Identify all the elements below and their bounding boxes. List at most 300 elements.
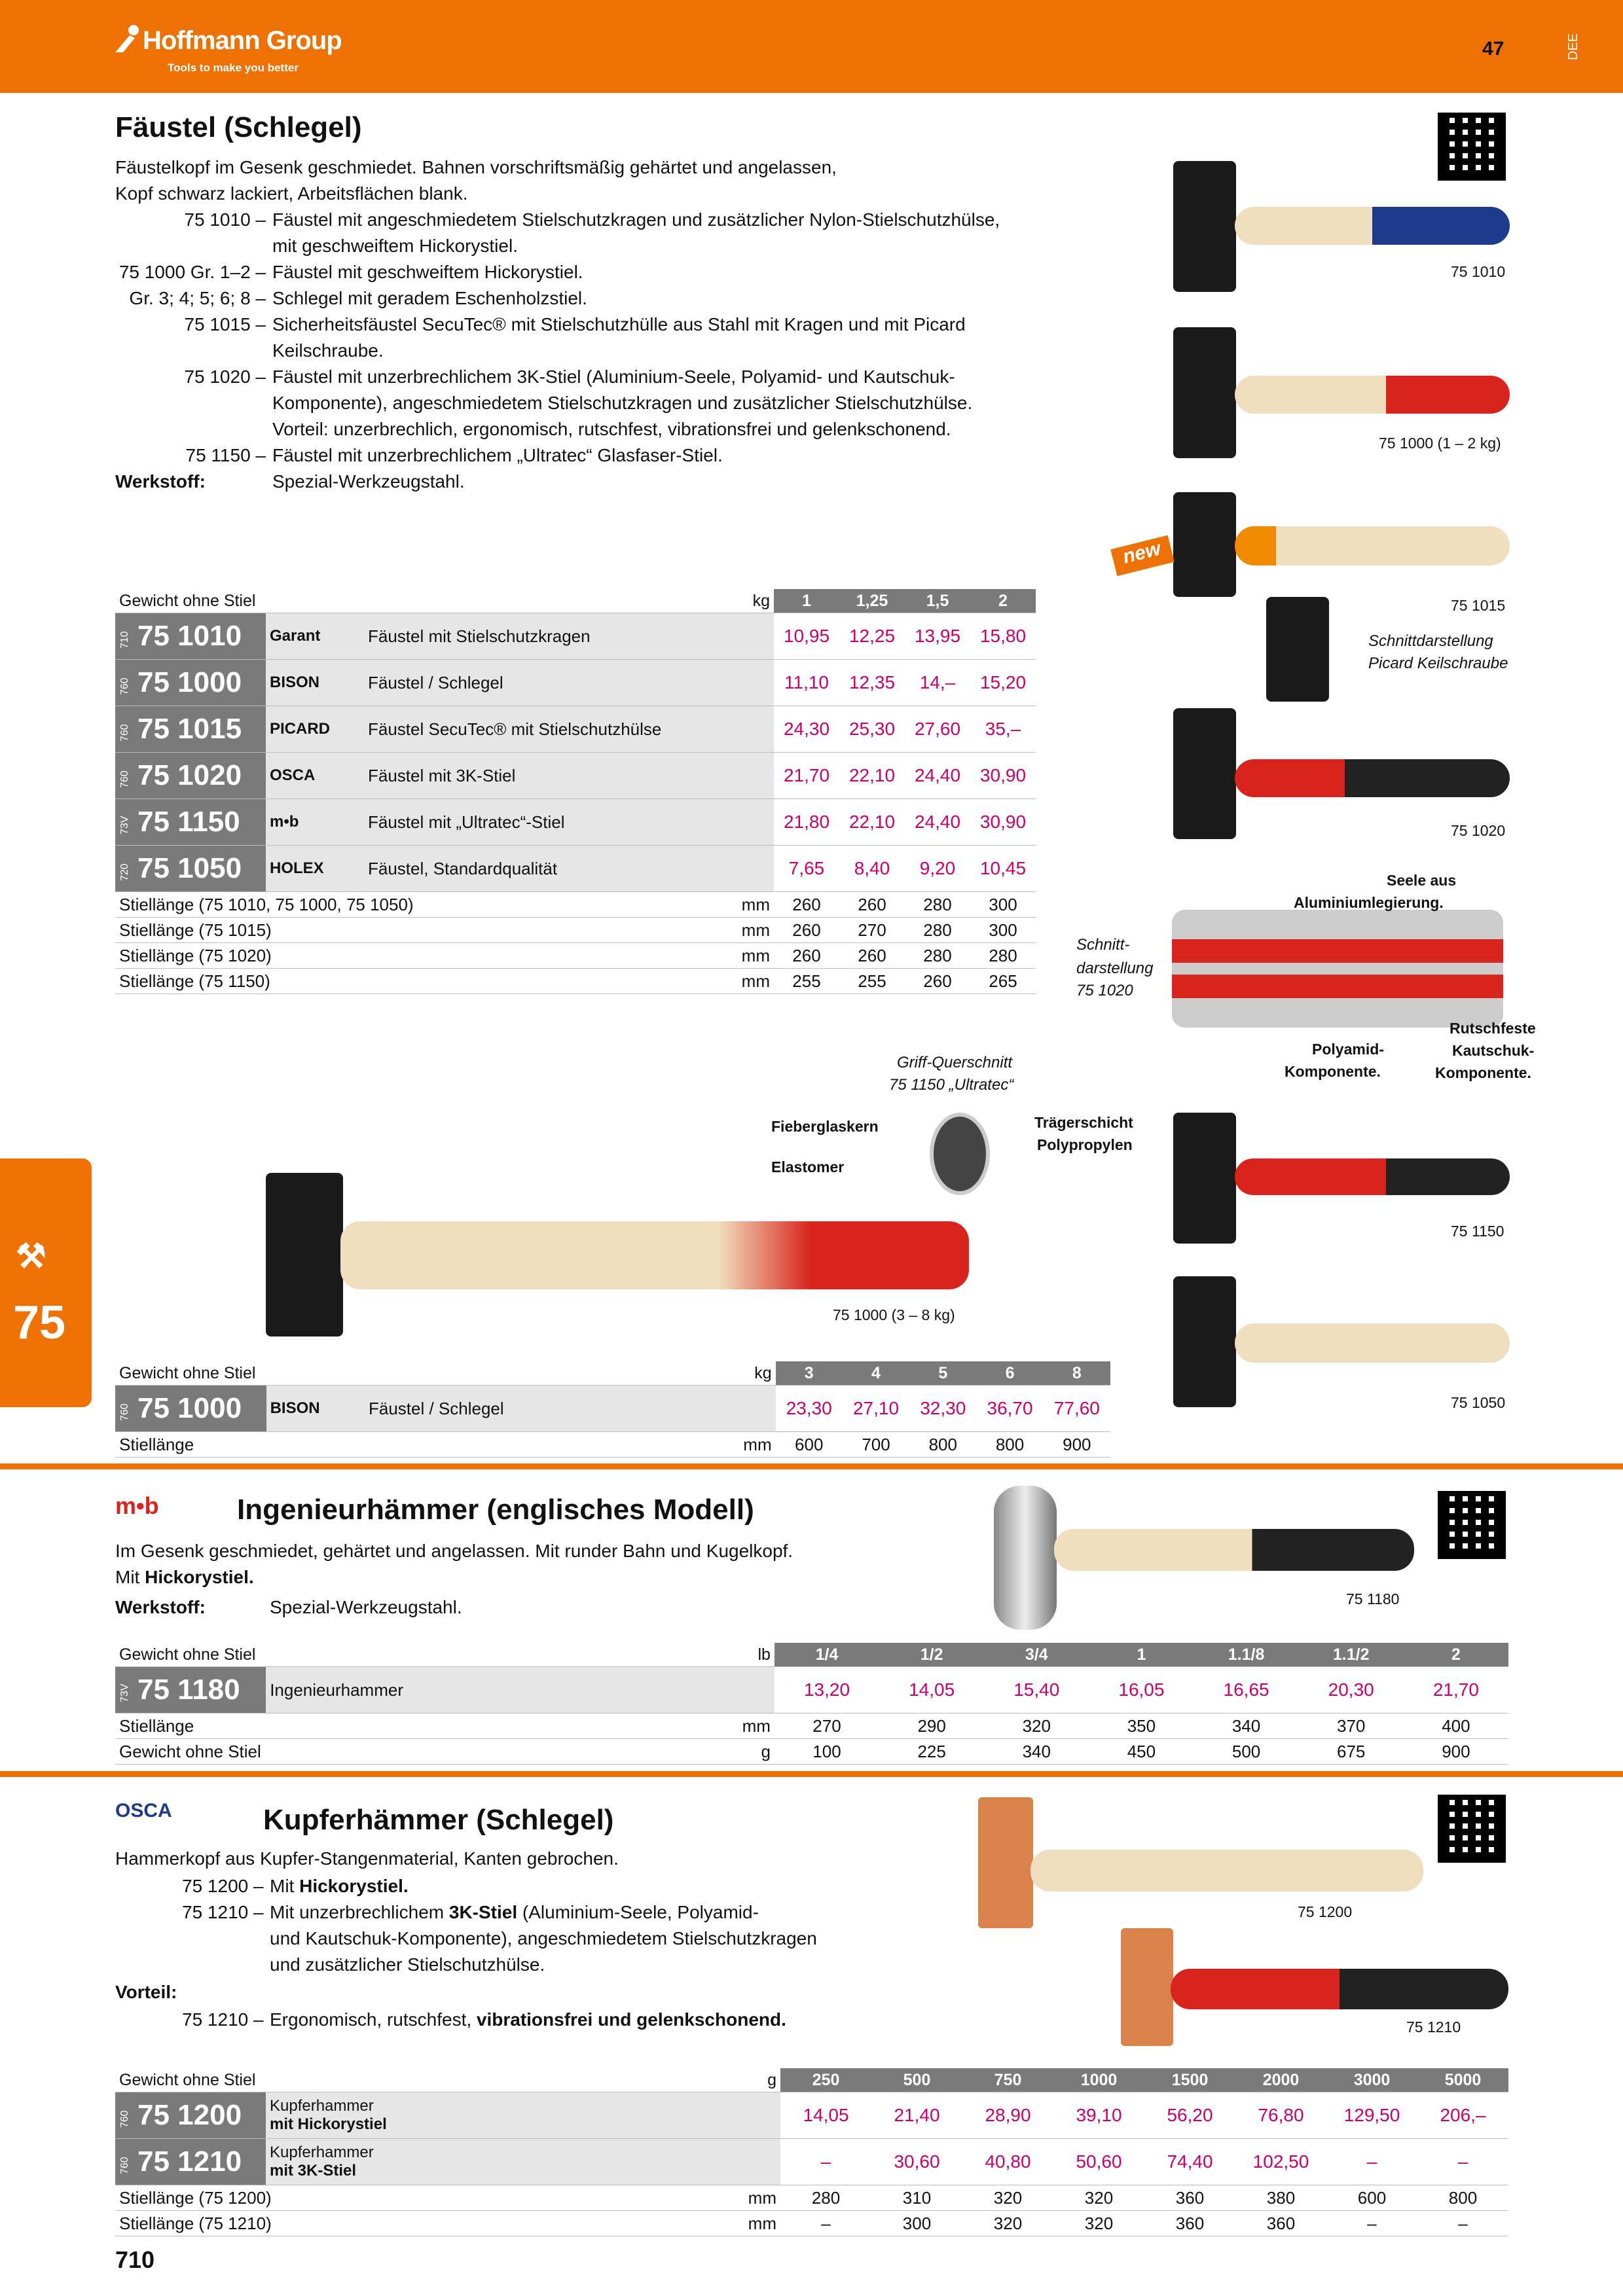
section3-line6-prefix: 75 1210 – xyxy=(182,2009,264,2030)
table-row xyxy=(115,1432,1110,1458)
image-label-751150: 75 1150 xyxy=(1451,1223,1504,1240)
column-header: 1,5 xyxy=(905,589,970,613)
label-kautschuk-1: Rutschfeste xyxy=(1450,1020,1536,1037)
value-cell: 700 xyxy=(843,1432,909,1458)
table1-header-label: Gewicht ohne Stiel xyxy=(115,589,639,613)
description-line xyxy=(115,338,1032,364)
value-cell: 270 xyxy=(775,1713,879,1739)
brand-tagline: Tools to make you better xyxy=(168,62,299,74)
row-label: Stiellänge xyxy=(115,1713,633,1739)
value-cell: 225 xyxy=(879,1739,984,1765)
qr-code-icon xyxy=(1438,1491,1506,1559)
description-text: Spezial-Werkzeugstahl. xyxy=(272,471,465,492)
value-cell: 900 xyxy=(1404,1739,1508,1765)
brand-logo: BISON xyxy=(266,1386,365,1432)
price-cell: 13,20 xyxy=(775,1667,879,1713)
description-prefix xyxy=(115,390,272,416)
hammer-handle-751050 xyxy=(1235,1323,1510,1363)
description-prefix: 75 1020 – xyxy=(184,367,266,387)
column-header: 5 xyxy=(909,1361,976,1386)
description-line xyxy=(115,390,1032,416)
value-cell: 800 xyxy=(976,1432,1043,1458)
table-faeustel-1 xyxy=(115,589,1036,994)
value-cell: 600 xyxy=(1326,2185,1417,2211)
hammer-handle-751020 xyxy=(1235,759,1510,797)
description-text: mit geschweiftem Hickorystiel. xyxy=(272,236,518,256)
section3-line4: und Kautschuk-Komponente), angeschmiedetem Stielschutzkragen xyxy=(270,1928,817,1948)
description-line-2: mit 3K-Stiel xyxy=(270,2162,357,2179)
price-cell: 24,40 xyxy=(905,799,970,846)
hammer-head-751015 xyxy=(1173,492,1236,597)
table-row xyxy=(115,706,1036,753)
label-griff-2: 75 1150 „Ultratec“ xyxy=(889,1076,1014,1094)
hammer-handle-751200 xyxy=(1030,1850,1423,1892)
article-prefix: 73V xyxy=(119,816,130,834)
table-row xyxy=(115,1386,1110,1432)
label-traeger-2: Polypropylen xyxy=(1037,1136,1133,1153)
article-number xyxy=(115,706,266,753)
value-cell: 320 xyxy=(1053,2185,1144,2211)
image-label-751000-large: 75 1000 (3 – 8 kg) xyxy=(833,1306,955,1323)
column-header: 5000 xyxy=(1417,2068,1508,2092)
value-cell: – xyxy=(1326,2211,1417,2236)
section-title-kupferhammer: Kupferhämmer (Schlegel) xyxy=(263,1804,614,1836)
article-prefix: 760 xyxy=(119,770,130,788)
description-prefix xyxy=(115,233,272,259)
hoffmann-logo-icon xyxy=(115,24,141,54)
value-cell: 320 xyxy=(1053,2211,1144,2236)
table-row xyxy=(115,846,1036,892)
section2-line2-pre: Mit xyxy=(115,1567,145,1587)
row-label: Stiellänge xyxy=(115,1432,640,1458)
column-header: 3/4 xyxy=(984,1643,1089,1667)
image-label-751180: 75 1180 xyxy=(1346,1590,1400,1607)
price-cell: 22,10 xyxy=(839,753,905,799)
hammer-handle-751000-large xyxy=(340,1221,969,1289)
description-prefix xyxy=(115,338,272,364)
row-unit: mm xyxy=(639,969,774,994)
value-cell: 260 xyxy=(839,943,905,969)
hammer-handle-751180 xyxy=(1054,1529,1414,1571)
section2-werkstoff-label: Werkstoff: xyxy=(115,1597,206,1617)
table-row xyxy=(115,918,1036,943)
description-prefix: 75 1010 – xyxy=(184,209,266,230)
description-text: Komponente), angeschmiedetem Stielschutzkragen und zusätzlicher Stielschutzhülse. xyxy=(272,393,973,413)
table1-unit: kg xyxy=(639,589,774,613)
table-row xyxy=(115,753,1036,799)
article-prefix: 73V xyxy=(119,1683,130,1702)
column-header: 1,25 xyxy=(839,589,905,613)
table-row xyxy=(115,660,1036,706)
description-text: Fäustel mit unzerbrechlichem 3K-Stiel (Aluminium-Seele, Polyamid- und Kautschuk- xyxy=(272,367,955,387)
price-cell: 30,60 xyxy=(871,2139,962,2185)
table-row xyxy=(115,799,1036,846)
column-header: 2 xyxy=(1404,1643,1508,1667)
brand-name: Hoffmann Group xyxy=(143,26,342,55)
article-number xyxy=(115,1386,266,1432)
column-header: 2 xyxy=(970,589,1036,613)
price-cell: 9,20 xyxy=(905,846,970,892)
picard-cross-section-image xyxy=(1266,597,1329,702)
qr-code-icon xyxy=(1438,1795,1506,1863)
value-cell: 380 xyxy=(1235,2185,1326,2211)
description-text: Fäustel mit unzerbrechlichem „Ultratec“ Glasfaser-Stiel. xyxy=(272,445,723,465)
description-line xyxy=(115,312,1032,338)
description-prefix: 75 1015 – xyxy=(184,314,266,334)
value-cell: 600 xyxy=(776,1432,843,1458)
page-number-top: 47 xyxy=(1482,38,1504,60)
section-divider-1 xyxy=(0,1463,1623,1469)
section3-line1: Hammerkopf aus Kupfer-Stangenmaterial, Kanten gebrochen. xyxy=(115,1848,619,1869)
price-cell: 25,30 xyxy=(839,706,905,753)
column-header: 1/2 xyxy=(879,1643,984,1667)
product-description: Fäustel mit Stielschutzkragen xyxy=(364,613,774,660)
table3-header-label: Gewicht ohne Stiel xyxy=(115,1643,633,1667)
picard-caption-2: Picard Keilschraube xyxy=(1368,655,1508,672)
row-unit: mm xyxy=(640,1432,776,1458)
price-cell: – xyxy=(1417,2139,1508,2185)
copper-head-751210 xyxy=(1121,1928,1173,2046)
qr-code-icon xyxy=(1438,113,1506,181)
value-cell: 255 xyxy=(774,969,839,994)
value-cell: 100 xyxy=(775,1739,879,1765)
grip-cross-section-image xyxy=(930,1113,990,1195)
label-schnitt-1: Schnitt- xyxy=(1076,936,1130,954)
label-kautschuk-3: Komponente. xyxy=(1435,1064,1531,1081)
price-cell: 10,45 xyxy=(970,846,1036,892)
side-tab-number: 75 xyxy=(13,1297,66,1349)
label-schnitt-2: darstellung xyxy=(1076,960,1154,977)
description-text: Schlegel mit geradem Eschenholzstiel. xyxy=(272,288,587,308)
value-cell: 360 xyxy=(1235,2211,1326,2236)
product-description: Fäustel mit 3K-Stiel xyxy=(364,753,774,799)
column-header: 500 xyxy=(871,2068,962,2092)
value-cell: 260 xyxy=(774,918,839,943)
value-cell: 270 xyxy=(839,918,905,943)
copper-head-751200 xyxy=(978,1797,1033,1928)
value-cell: 340 xyxy=(1194,1713,1298,1739)
brand-logo: m•b xyxy=(266,799,364,846)
article-code: 75 1000 xyxy=(137,1392,242,1424)
description-line xyxy=(115,416,1032,442)
picard-caption-1: Schnittdarstellung xyxy=(1368,632,1493,650)
row-unit: mm xyxy=(633,1713,775,1739)
row-unit: mm xyxy=(639,943,774,969)
product-description: Ingenieurhammer xyxy=(266,1667,775,1713)
column-header: 1000 xyxy=(1053,2068,1144,2092)
article-number xyxy=(115,846,266,892)
image-label-751015: 75 1015 xyxy=(1451,597,1506,614)
price-cell: 15,80 xyxy=(970,613,1036,660)
description-line xyxy=(115,442,1032,469)
row-unit: mm xyxy=(639,892,774,918)
column-header: 2000 xyxy=(1235,2068,1326,2092)
article-code: 75 1200 xyxy=(137,2099,242,2131)
value-cell: 400 xyxy=(1404,1713,1508,1739)
price-cell: 15,20 xyxy=(970,660,1036,706)
article-number xyxy=(115,2139,266,2185)
section3-line2-prefix: 75 1200 – xyxy=(182,1876,264,1896)
hammer-head-751020 xyxy=(1173,708,1236,839)
section-divider-2 xyxy=(0,1771,1623,1777)
column-header: 750 xyxy=(962,2068,1053,2092)
image-label-751020: 75 1020 xyxy=(1451,822,1506,839)
price-cell: 10,95 xyxy=(774,613,839,660)
article-number xyxy=(115,1667,266,1713)
section3-line3-prefix: 75 1210 – xyxy=(182,1902,264,1922)
image-label-751010: 75 1010 xyxy=(1451,263,1506,280)
section-title-ingenieurhammer: Ingenieurhämmer (englisches Modell) xyxy=(237,1494,754,1526)
value-cell: 280 xyxy=(905,943,970,969)
table2-unit: kg xyxy=(640,1361,776,1386)
description-line xyxy=(115,154,1032,181)
description-text: Fäustel mit geschweiftem Hickorystiel. xyxy=(272,262,583,282)
price-cell: 39,10 xyxy=(1053,2092,1144,2139)
table-row xyxy=(115,1713,1508,1739)
value-cell: 300 xyxy=(871,2211,962,2236)
description-line xyxy=(115,233,1032,259)
value-cell: 265 xyxy=(970,969,1036,994)
value-cell: 360 xyxy=(1144,2211,1235,2236)
image-label-751000-small: 75 1000 (1 – 2 kg) xyxy=(1379,435,1501,452)
description-text: Sicherheitsfäustel SecuTec® mit Stielschutzhülle aus Stahl mit Kragen und mit Picard xyxy=(272,314,966,334)
description-text: Fäustel mit angeschmiedetem Stielschutzkragen und zusätzlicher Nylon-Stielschutzhülse, xyxy=(272,209,1000,230)
table-row xyxy=(115,2092,1508,2139)
description-prefix: 75 1150 – xyxy=(185,445,266,465)
hammer-handle-751210 xyxy=(1171,1969,1508,2009)
product-description xyxy=(266,2139,780,2185)
brand-logo: BISON xyxy=(266,660,364,706)
section3-line3-b: 3K-Stiel xyxy=(448,1902,518,1922)
value-cell: 310 xyxy=(871,2185,962,2211)
value-cell: 260 xyxy=(774,892,839,918)
row-unit: mm xyxy=(639,918,774,943)
price-cell: 8,40 xyxy=(839,846,905,892)
table-row xyxy=(115,969,1036,994)
value-cell: 260 xyxy=(774,943,839,969)
section1-description xyxy=(115,154,1032,495)
article-number xyxy=(115,2092,266,2139)
value-cell: 350 xyxy=(1089,1713,1194,1739)
price-cell: 24,40 xyxy=(905,753,970,799)
new-badge: new xyxy=(1110,535,1174,577)
value-cell: 255 xyxy=(839,969,905,994)
description-line-2: mit Hickorystiel xyxy=(270,2115,387,2133)
table4-unit: g xyxy=(632,2068,780,2092)
description-line-1: Kupferhammer xyxy=(270,2097,374,2115)
article-code: 75 1000 xyxy=(137,666,242,698)
value-cell: 800 xyxy=(1417,2185,1508,2211)
price-cell: 129,50 xyxy=(1326,2092,1417,2139)
row-label: Gewicht ohne Stiel xyxy=(115,1739,633,1765)
price-cell: 15,40 xyxy=(984,1667,1089,1713)
row-label: Stiellänge (75 1150) xyxy=(115,969,639,994)
price-cell: 16,65 xyxy=(1194,1667,1298,1713)
price-cell: 12,35 xyxy=(839,660,905,706)
column-header: 1/4 xyxy=(775,1643,879,1667)
price-cell: 11,10 xyxy=(774,660,839,706)
value-cell: 320 xyxy=(984,1713,1089,1739)
description-prefix: Gr. 3; 4; 5; 6; 8 – xyxy=(129,288,266,308)
product-description: Fäustel / Schlegel xyxy=(364,660,774,706)
section3-line3-c: (Aluminium-Seele, Polyamid- xyxy=(517,1902,759,1922)
section2-line1: Im Gesenk geschmiedet, gehärtet und angelassen. Mit runder Bahn und Kugelkopf. xyxy=(115,1541,793,1561)
price-cell: 16,05 xyxy=(1089,1667,1194,1713)
table-row xyxy=(115,1739,1508,1765)
table-row xyxy=(115,2139,1508,2185)
value-cell: 260 xyxy=(839,892,905,918)
value-cell: – xyxy=(1417,2211,1508,2236)
section3-line6-a: Ergonomisch, rutschfest, xyxy=(270,2009,477,2030)
article-code: 75 1015 xyxy=(137,713,242,745)
label-griff-1: Griff-Querschnitt xyxy=(897,1054,1013,1071)
row-label: Stiellänge (75 1015) xyxy=(115,918,639,943)
price-cell: 206,– xyxy=(1417,2092,1508,2139)
category-side-tab xyxy=(0,1158,92,1407)
hammer-head-751000 xyxy=(1173,327,1236,458)
column-header: 1.1/8 xyxy=(1194,1643,1298,1667)
image-label-751210: 75 1210 xyxy=(1406,2018,1461,2036)
column-header: 1500 xyxy=(1144,2068,1235,2092)
price-cell: 36,70 xyxy=(976,1386,1043,1432)
price-cell: 30,90 xyxy=(970,753,1036,799)
description-line xyxy=(115,259,1032,285)
price-cell: 76,80 xyxy=(1235,2092,1326,2139)
section3-vorteil-label: Vorteil: xyxy=(115,1982,177,2002)
value-cell: 320 xyxy=(962,2211,1053,2236)
column-header: 1.1/2 xyxy=(1299,1643,1404,1667)
label-seele-2: Aluminiumlegierung. xyxy=(1294,894,1444,911)
price-cell: 22,10 xyxy=(839,799,905,846)
section-title-faeustel: Fäustel (Schlegel) xyxy=(115,111,362,143)
article-prefix: 720 xyxy=(119,863,130,881)
brand-logo: Garant xyxy=(266,613,364,660)
price-cell: 23,30 xyxy=(776,1386,843,1432)
hammer-head-751000-large xyxy=(266,1173,343,1336)
price-cell: 21,80 xyxy=(774,799,839,846)
value-cell: 675 xyxy=(1299,1739,1404,1765)
table-row xyxy=(115,2185,1508,2211)
section3-line2-b: Hickorystiel. xyxy=(299,1876,409,1896)
article-code: 75 1020 xyxy=(137,759,242,791)
column-header: 250 xyxy=(780,2068,871,2092)
column-header: 4 xyxy=(843,1361,909,1386)
article-code: 75 1180 xyxy=(137,1674,240,1706)
handle-cross-section-image xyxy=(1172,910,1503,1028)
value-cell: 370 xyxy=(1299,1713,1404,1739)
label-elastomer: Elastomer xyxy=(771,1158,845,1175)
description-line xyxy=(115,469,1032,495)
price-cell: 35,– xyxy=(970,706,1036,753)
table4-header-label: Gewicht ohne Stiel xyxy=(115,2068,632,2092)
value-cell: 450 xyxy=(1089,1739,1194,1765)
image-label-751200: 75 1200 xyxy=(1298,1903,1353,1920)
value-cell: 340 xyxy=(984,1739,1089,1765)
value-cell: 290 xyxy=(879,1713,984,1739)
article-number xyxy=(115,613,266,660)
brand-logo: PICARD xyxy=(266,706,364,753)
price-cell: 77,60 xyxy=(1044,1386,1110,1432)
table-row xyxy=(115,2211,1508,2236)
row-label: Stiellänge (75 1020) xyxy=(115,943,639,969)
article-prefix: 760 xyxy=(119,2157,130,2174)
value-cell: 280 xyxy=(780,2185,871,2211)
osca-brand-logo: OSCA xyxy=(115,1800,172,1821)
table-ingenieurhammer xyxy=(115,1643,1508,1765)
hammer-handle-751150 xyxy=(1235,1158,1510,1195)
price-cell: 32,30 xyxy=(909,1386,976,1432)
label-seele-1: Seele aus xyxy=(1387,872,1457,889)
label-polyamid-2: Komponente. xyxy=(1285,1063,1381,1080)
label-schnitt-3: 75 1020 xyxy=(1076,982,1133,999)
price-cell: 13,95 xyxy=(905,613,970,660)
description-text: Vorteil: unzerbrechlich, ergonomisch, rutschfest, vibrationsfrei und gelenkschonend. xyxy=(272,419,951,439)
table-row xyxy=(115,892,1036,918)
row-unit: mm xyxy=(632,2185,780,2211)
value-cell: 300 xyxy=(970,892,1036,918)
hammer-handle-751015 xyxy=(1235,526,1510,565)
article-prefix: 760 xyxy=(119,677,130,695)
value-cell: 360 xyxy=(1144,2185,1235,2211)
section3-line5: und zusätzlicher Stielschutzhülse. xyxy=(270,1954,545,1975)
description-line xyxy=(115,364,1032,390)
article-number xyxy=(115,753,266,799)
table-row xyxy=(115,943,1036,969)
price-cell: 102,50 xyxy=(1235,2139,1326,2185)
label-kautschuk-2: Kautschuk- xyxy=(1452,1042,1535,1059)
column-header: 1 xyxy=(1089,1643,1194,1667)
section2-werkstoff: Spezial-Werkzeugstahl. xyxy=(270,1597,462,1617)
hammer-head-751050 xyxy=(1173,1276,1236,1407)
column-header: 8 xyxy=(1044,1361,1110,1386)
section3-line6 xyxy=(270,2007,786,2033)
row-label: Stiellänge (75 1210) xyxy=(115,2211,632,2236)
page-number-bottom: 710 xyxy=(115,2246,155,2273)
price-cell: 14,05 xyxy=(879,1667,984,1713)
section3-line3 xyxy=(270,1899,759,1926)
hammer-head-751010 xyxy=(1173,161,1236,292)
brand-logo: HOLEX xyxy=(266,846,364,892)
article-prefix: 710 xyxy=(119,631,130,649)
product-description: Fäustel / Schlegel xyxy=(365,1386,776,1432)
description-line xyxy=(115,181,1032,207)
section3-line6-b: vibrationsfrei und gelenkschonend. xyxy=(476,2009,786,2030)
label-polyamid-1: Polyamid- xyxy=(1312,1041,1384,1058)
value-cell: 300 xyxy=(970,918,1036,943)
price-cell: – xyxy=(780,2139,871,2185)
table3-unit: lb xyxy=(633,1643,775,1667)
article-code: 75 1210 xyxy=(137,2145,242,2178)
description-prefix: 75 1000 Gr. 1–2 – xyxy=(119,262,266,282)
article-prefix: 760 xyxy=(119,724,130,742)
value-cell: 280 xyxy=(905,918,970,943)
row-unit: g xyxy=(633,1739,775,1765)
price-cell: 21,70 xyxy=(1404,1667,1508,1713)
price-cell: 24,30 xyxy=(774,706,839,753)
article-code: 75 1150 xyxy=(137,806,240,838)
label-traeger-1: Trägerschicht xyxy=(1034,1114,1133,1131)
description-line-1: Kupferhammer xyxy=(270,2144,374,2161)
hammer-handle-751010 xyxy=(1235,207,1510,245)
price-cell: 56,20 xyxy=(1144,2092,1235,2139)
language-code: DEE xyxy=(1566,33,1580,60)
value-cell: 500 xyxy=(1194,1739,1298,1765)
table-faeustel-2 xyxy=(115,1361,1110,1458)
image-label-751050: 75 1050 xyxy=(1451,1394,1506,1411)
price-cell: 40,80 xyxy=(962,2139,1053,2185)
table-kupferhammer xyxy=(115,2068,1508,2236)
price-cell: 30,90 xyxy=(970,799,1036,846)
